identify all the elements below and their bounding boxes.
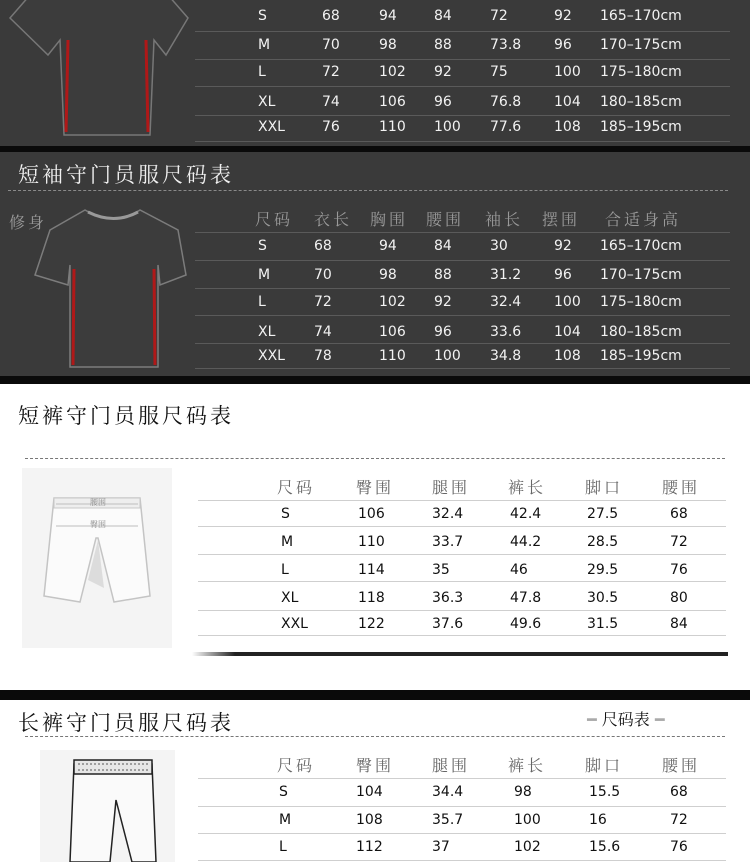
table-cell: 94 bbox=[379, 238, 397, 254]
table-cell: 31.5 bbox=[587, 616, 619, 632]
table-cell: 37 bbox=[432, 839, 450, 855]
column-header: 尺码 bbox=[277, 478, 316, 497]
table-cell: 165–170cm bbox=[600, 238, 682, 254]
table-cell: 42.4 bbox=[510, 506, 542, 522]
table-cell: 185–195cm bbox=[600, 119, 682, 135]
table-cell: 78 bbox=[314, 348, 332, 364]
table-cell: 68 bbox=[670, 784, 688, 800]
table-cell: 47.8 bbox=[510, 590, 542, 606]
table-cell: 185–195cm bbox=[600, 348, 682, 364]
table-cell: 75 bbox=[490, 64, 508, 80]
table-cell: 96 bbox=[434, 324, 452, 340]
table-cell: 84 bbox=[670, 616, 688, 632]
table-cell: 108 bbox=[356, 812, 383, 828]
table-cell: 32.4 bbox=[490, 294, 522, 310]
table-cell: 98 bbox=[379, 267, 397, 283]
table-cell: 106 bbox=[379, 94, 406, 110]
section-underline bbox=[192, 652, 728, 656]
badge-text: 尺码表 bbox=[601, 710, 650, 729]
table-cell: 15.6 bbox=[589, 839, 621, 855]
column-header: 尺码 bbox=[255, 210, 294, 229]
section-title: 长裤守门员服尺码表 bbox=[18, 711, 234, 735]
table-cell: 76 bbox=[670, 562, 688, 578]
table-cell: 102 bbox=[379, 64, 406, 80]
table-cell: 170–175cm bbox=[600, 267, 682, 283]
table-cell: 30 bbox=[490, 238, 508, 254]
size-label: S bbox=[258, 8, 267, 24]
table-cell: 73.8 bbox=[490, 37, 522, 53]
size-label: XXL bbox=[258, 119, 285, 135]
size-label: XL bbox=[258, 94, 276, 110]
size-label: L bbox=[279, 839, 287, 855]
table-cell: 72 bbox=[322, 64, 340, 80]
table-cell: 108 bbox=[554, 348, 581, 364]
table-cell: 100 bbox=[434, 348, 461, 364]
table-cell: 32.4 bbox=[432, 506, 464, 522]
table-cell: 27.5 bbox=[587, 506, 619, 522]
table-cell: 92 bbox=[554, 8, 572, 24]
table-cell: 68 bbox=[322, 8, 340, 24]
table-cell: 108 bbox=[554, 119, 581, 135]
long-sleeve-shirt-icon bbox=[0, 0, 195, 152]
size-chart-badge: ━ 尺码表 ━ bbox=[587, 710, 665, 729]
size-label: M bbox=[279, 812, 292, 828]
table-cell: 100 bbox=[434, 119, 461, 135]
table-cell: 92 bbox=[554, 238, 572, 254]
table-cell: 110 bbox=[379, 119, 406, 135]
size-label: S bbox=[281, 506, 290, 522]
column-header: 裤长 bbox=[508, 478, 547, 497]
table-cell: 175–180cm bbox=[600, 64, 682, 80]
column-header: 摆围 bbox=[542, 210, 581, 229]
table-cell: 77.6 bbox=[490, 119, 522, 135]
size-label: XL bbox=[281, 590, 299, 606]
table-cell: 102 bbox=[379, 294, 406, 310]
column-header: 腿围 bbox=[432, 756, 471, 775]
table-cell: 106 bbox=[379, 324, 406, 340]
column-header: 脚口 bbox=[585, 478, 624, 497]
column-header: 尺码 bbox=[277, 756, 316, 775]
table-cell: 180–185cm bbox=[600, 324, 682, 340]
table-cell: 92 bbox=[434, 294, 452, 310]
table-cell: 74 bbox=[314, 324, 332, 340]
table-cell: 94 bbox=[379, 8, 397, 24]
table-cell: 96 bbox=[434, 94, 452, 110]
table-cell: 100 bbox=[554, 294, 581, 310]
column-header: 脚口 bbox=[585, 756, 624, 775]
size-label: XL bbox=[258, 324, 276, 340]
table-cell: 33.6 bbox=[490, 324, 522, 340]
table-cell: 98 bbox=[379, 37, 397, 53]
size-label: M bbox=[258, 267, 271, 283]
column-header: 臀围 bbox=[356, 478, 395, 497]
table-cell: 104 bbox=[356, 784, 383, 800]
table-cell: 33.7 bbox=[432, 534, 464, 550]
table-cell: 44.2 bbox=[510, 534, 542, 550]
table-cell: 170–175cm bbox=[600, 37, 682, 53]
table-cell: 96 bbox=[554, 37, 572, 53]
size-label: S bbox=[258, 238, 267, 254]
table-cell: 15.5 bbox=[589, 784, 621, 800]
table-cell: 112 bbox=[356, 839, 383, 855]
table-cell: 31.2 bbox=[490, 267, 522, 283]
table-cell: 96 bbox=[554, 267, 572, 283]
table-cell: 180–185cm bbox=[600, 94, 682, 110]
table-cell: 165–170cm bbox=[600, 8, 682, 24]
table-cell: 84 bbox=[434, 8, 452, 24]
column-header: 合适身高 bbox=[605, 210, 682, 229]
table-cell: 30.5 bbox=[587, 590, 619, 606]
column-header: 腰围 bbox=[662, 756, 701, 775]
table-cell: 76.8 bbox=[490, 94, 522, 110]
table-cell: 175–180cm bbox=[600, 294, 682, 310]
table-cell: 76 bbox=[322, 119, 340, 135]
shorts-section bbox=[0, 384, 750, 690]
table-cell: 98 bbox=[514, 784, 532, 800]
table-cell: 100 bbox=[514, 812, 541, 828]
pants-diagram bbox=[40, 750, 175, 862]
pants-icon bbox=[40, 750, 175, 862]
table-cell: 70 bbox=[314, 267, 332, 283]
column-header: 腿围 bbox=[432, 478, 471, 497]
table-cell: 74 bbox=[322, 94, 340, 110]
table-cell: 72 bbox=[314, 294, 332, 310]
size-label: XXL bbox=[258, 348, 285, 364]
table-cell: 100 bbox=[554, 64, 581, 80]
section-title: 短袖守门员服尺码表 bbox=[18, 163, 234, 187]
table-cell: 36.3 bbox=[432, 590, 464, 606]
table-cell: 28.5 bbox=[587, 534, 619, 550]
table-cell: 80 bbox=[670, 590, 688, 606]
fit-label: 修身 bbox=[9, 213, 48, 232]
table-cell: 106 bbox=[358, 506, 385, 522]
column-header: 腰围 bbox=[426, 210, 465, 229]
size-label: XXL bbox=[281, 616, 308, 632]
table-cell: 35.7 bbox=[432, 812, 464, 828]
table-cell: 114 bbox=[358, 562, 385, 578]
size-label: S bbox=[279, 784, 288, 800]
size-label: M bbox=[281, 534, 294, 550]
column-header: 腰围 bbox=[662, 478, 701, 497]
table-cell: 110 bbox=[379, 348, 406, 364]
column-header: 裤长 bbox=[508, 756, 547, 775]
pants-section bbox=[0, 700, 750, 862]
table-cell: 68 bbox=[670, 506, 688, 522]
table-cell: 102 bbox=[514, 839, 541, 855]
size-label: M bbox=[258, 37, 271, 53]
table-cell: 70 bbox=[322, 37, 340, 53]
table-cell: 49.6 bbox=[510, 616, 542, 632]
table-cell: 88 bbox=[434, 37, 452, 53]
section-title: 短裤守门员服尺码表 bbox=[18, 404, 234, 428]
table-cell: 118 bbox=[358, 590, 385, 606]
size-label: L bbox=[258, 294, 266, 310]
table-cell: 104 bbox=[554, 94, 581, 110]
table-cell: 37.6 bbox=[432, 616, 464, 632]
table-cell: 68 bbox=[314, 238, 332, 254]
column-header: 胸围 bbox=[370, 210, 409, 229]
table-cell: 84 bbox=[434, 238, 452, 254]
table-cell: 35 bbox=[432, 562, 450, 578]
table-cell: 34.8 bbox=[490, 348, 522, 364]
diagram-label-waist: 腰围 bbox=[90, 498, 106, 507]
table-cell: 88 bbox=[434, 267, 452, 283]
table-cell: 34.4 bbox=[432, 784, 464, 800]
table-cell: 110 bbox=[358, 534, 385, 550]
jersey-short-section bbox=[0, 152, 750, 384]
table-cell: 72 bbox=[490, 8, 508, 24]
column-header: 臀围 bbox=[356, 756, 395, 775]
column-header: 袖长 bbox=[485, 210, 524, 229]
table-cell: 72 bbox=[670, 534, 688, 550]
jersey-long-section bbox=[0, 0, 750, 152]
table-cell: 92 bbox=[434, 64, 452, 80]
size-label: L bbox=[258, 64, 266, 80]
table-cell: 104 bbox=[554, 324, 581, 340]
short-sleeve-shirt-icon bbox=[30, 205, 190, 375]
table-cell: 29.5 bbox=[587, 562, 619, 578]
shorts-diagram bbox=[22, 468, 172, 648]
size-label: L bbox=[281, 562, 289, 578]
table-cell: 122 bbox=[358, 616, 385, 632]
shorts-icon bbox=[22, 468, 172, 648]
table-cell: 16 bbox=[589, 812, 607, 828]
table-cell: 76 bbox=[670, 839, 688, 855]
diagram-label-hip: 臀围 bbox=[90, 520, 106, 529]
table-cell: 72 bbox=[670, 812, 688, 828]
column-header: 衣长 bbox=[314, 210, 353, 229]
table-cell: 46 bbox=[510, 562, 528, 578]
